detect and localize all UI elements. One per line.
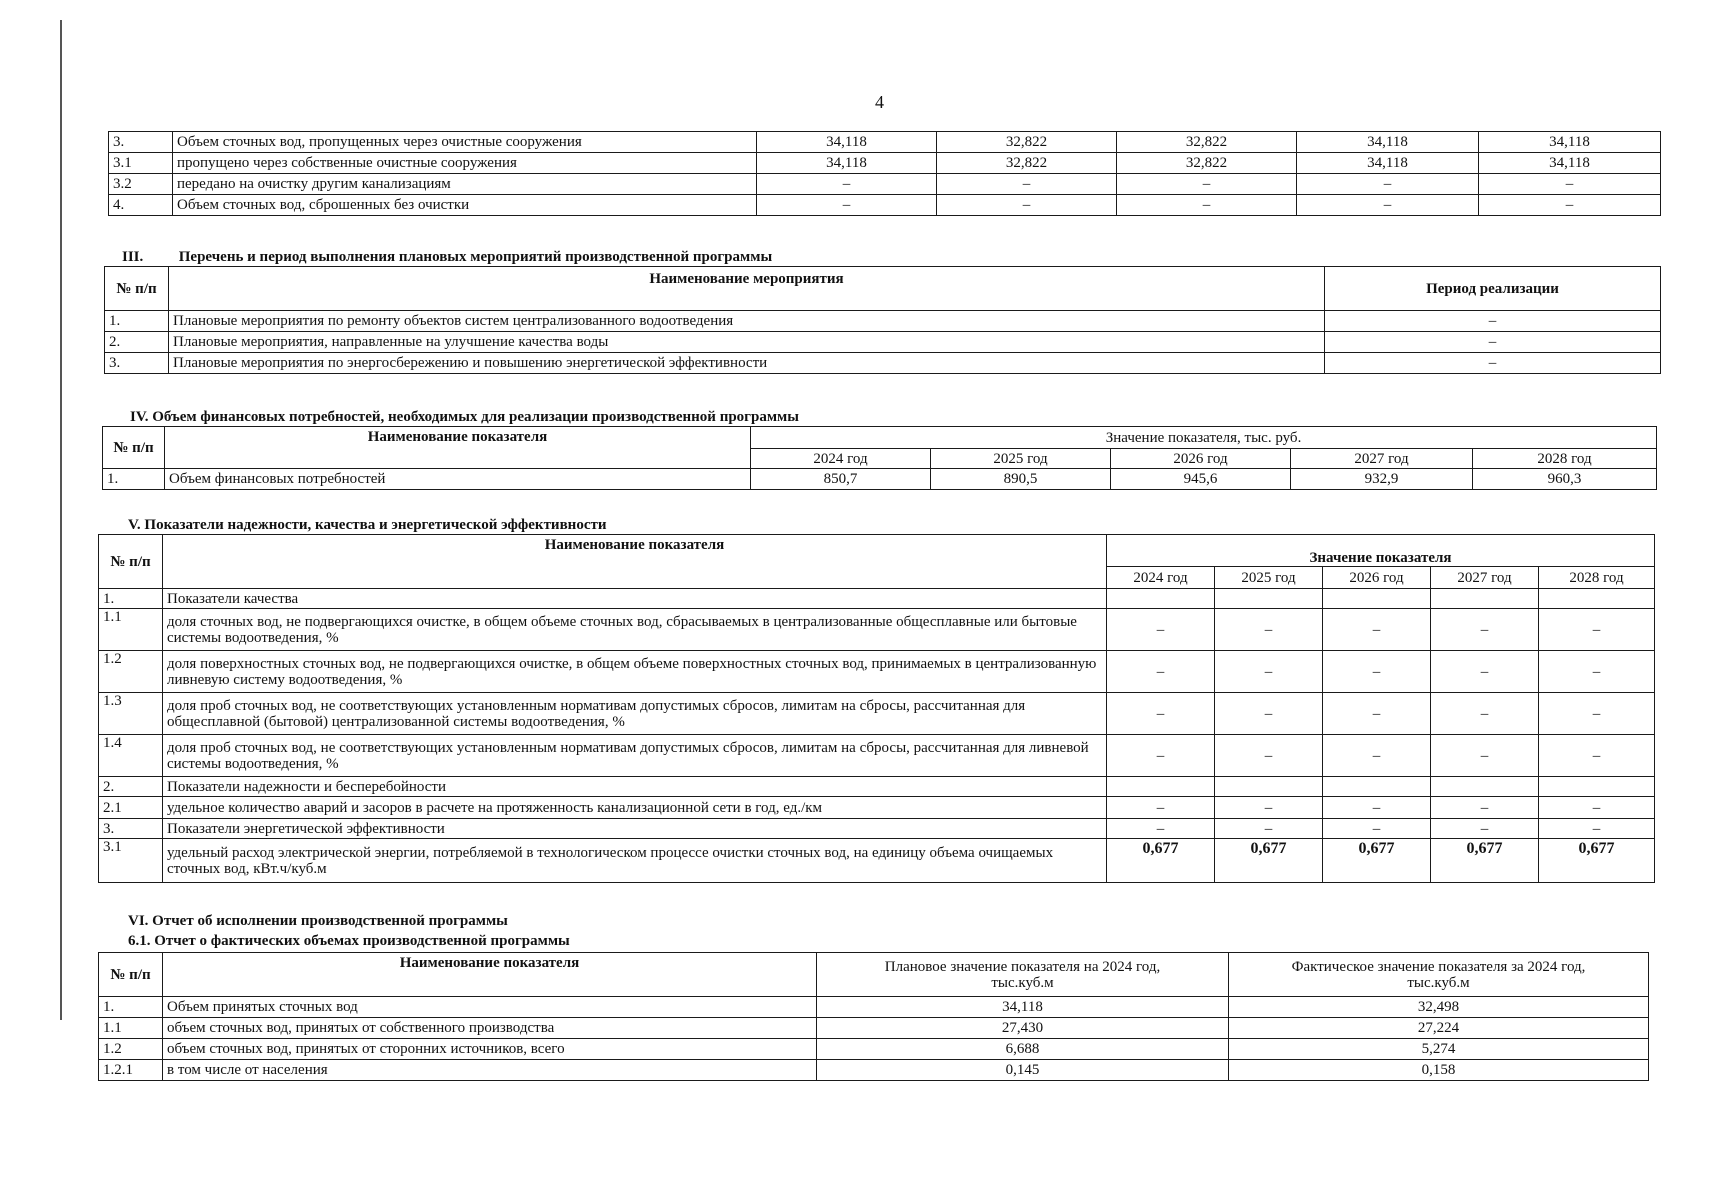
section3-table-block bbox=[104, 266, 1661, 374]
table-row: 1.3 доля проб сточных вод, не соответствующих установленным нормативам допустимых сбросов, лимитам на сбросы, рассчитанная для общесплавной (бытовой) централизованной системы водоотведения, % – – – – – bbox=[99, 693, 1655, 735]
table-row: 1.2 объем сточных вод, принятых от сторонних источников, всего 6,688 5,274 bbox=[99, 1039, 1649, 1060]
table-row: 2. Плановые мероприятия, направленные на улучшение качества воды – bbox=[105, 332, 1661, 353]
table-header-row: 2024 год 2025 год 2026 год 2027 год 2028 год bbox=[103, 449, 1657, 469]
volume-table bbox=[108, 131, 1661, 216]
table-header-row: № п/п Наименование показателя Значение показателя bbox=[99, 535, 1655, 567]
table-row: 1. Объем финансовых потребностей 850,7 890,5 945,6 932,9 960,3 bbox=[103, 469, 1657, 490]
table-row: 1.2.1 в том числе от населения 0,145 0,158 bbox=[99, 1060, 1649, 1081]
table-row: 1. Плановые мероприятия по ремонту объектов систем централизованного водоотведения – bbox=[105, 311, 1661, 332]
section5-table-block bbox=[98, 534, 1655, 883]
indicators-table bbox=[98, 534, 1655, 883]
table-header-row: 2024 год 2025 год 2026 год 2027 год 2028 год bbox=[99, 567, 1655, 589]
table-row: 1. Объем принятых сточных вод 34,118 32,498 bbox=[99, 997, 1649, 1018]
section5-title: V. Показатели надежности, качества и энергетической эффективности bbox=[128, 517, 607, 533]
table-row: 1.1 объем сточных вод, принятых от собственного производства 27,430 27,224 bbox=[99, 1018, 1649, 1039]
table-row: 1.1 доля сточных вод, не подвергающихся очистке, в общем объеме сточных вод, сбрасываемых в централизованные общесплавные или бытовые системы водоотведения, % – – – – – bbox=[99, 609, 1655, 651]
table-row: 4. Объем сточных вод, сброшенных без очистки – – – – – bbox=[109, 195, 1661, 216]
section4-table-block bbox=[102, 426, 1657, 490]
table-header-row: № п/п Наименование показателя Значение показателя, тыс. руб. bbox=[103, 427, 1657, 449]
table-row: 1.4 доля проб сточных вод, не соответствующих установленным нормативам допустимых сбросов, лимитам на сбросы, рассчитанная для ливневой системы водоотведения, % – – – – – bbox=[99, 735, 1655, 777]
left-margin-line bbox=[60, 20, 62, 1020]
table-row: 2. Показатели надежности и бесперебойности bbox=[99, 777, 1655, 797]
table-row: 3. Плановые мероприятия по энергосбережению и повышению энергетической эффективности – bbox=[105, 353, 1661, 374]
table-row: 3.1 пропущено через собственные очистные сооружения 34,118 32,822 32,822 34,118 34,118 bbox=[109, 153, 1661, 174]
table-row: 3.1 удельный расход электрической энергии, потребляемой в технологическом процессе очистки сточных вод, на единицу объема очищаемых сточных вод, кВт.ч/куб.м 0,677 0,677 0,677 0,677 0,677 bbox=[99, 839, 1655, 883]
table-header-row: № п/п Наименование показателя Плановое значение показателя на 2024 год, тыс.куб.м Фактическое значение показателя за 2024 год, тыс.куб.м bbox=[99, 953, 1649, 997]
table-row: 3. Показатели энергетической эффективности – – – – – bbox=[99, 819, 1655, 839]
table-header-row: № п/п Наименование мероприятия Период реализации bbox=[105, 267, 1661, 311]
table-row: 2.1 удельное количество аварий и засоров в расчете на протяженность канализационной сети в год, ед./км – – – – – bbox=[99, 797, 1655, 819]
finance-table bbox=[102, 426, 1657, 490]
section3-title: III. Перечень и период выполнения плановых мероприятий производственной программы bbox=[122, 249, 773, 265]
table-row: 3.2 передано на очистку другим канализациям – – – – – bbox=[109, 174, 1661, 195]
table-row: 1. Показатели качества bbox=[99, 589, 1655, 609]
section6-title: VI. Отчет об исполнении производственной программы bbox=[128, 913, 508, 929]
activities-table bbox=[104, 266, 1661, 374]
table-row: 1.2 доля поверхностных сточных вод, не подвергающихся очистке, в общем объеме поверхностных сточных вод, принимаемых в централизованную ливневую систему водоотведения, % – – – – – bbox=[99, 651, 1655, 693]
table-row: 3. Объем сточных вод, пропущенных через очистные сооружения 34,118 32,822 32,822 34,118 34,118 bbox=[109, 132, 1661, 153]
section6-subtitle: 6.1. Отчет о фактических объемах производственной программы bbox=[128, 933, 570, 949]
section4-title: IV. Объем финансовых потребностей, необходимых для реализации производственной программы bbox=[130, 409, 799, 425]
top-table-block bbox=[108, 131, 1661, 216]
report-table bbox=[98, 952, 1649, 1081]
page-number: 4 bbox=[875, 92, 884, 112]
section6-table-block bbox=[98, 952, 1649, 1081]
